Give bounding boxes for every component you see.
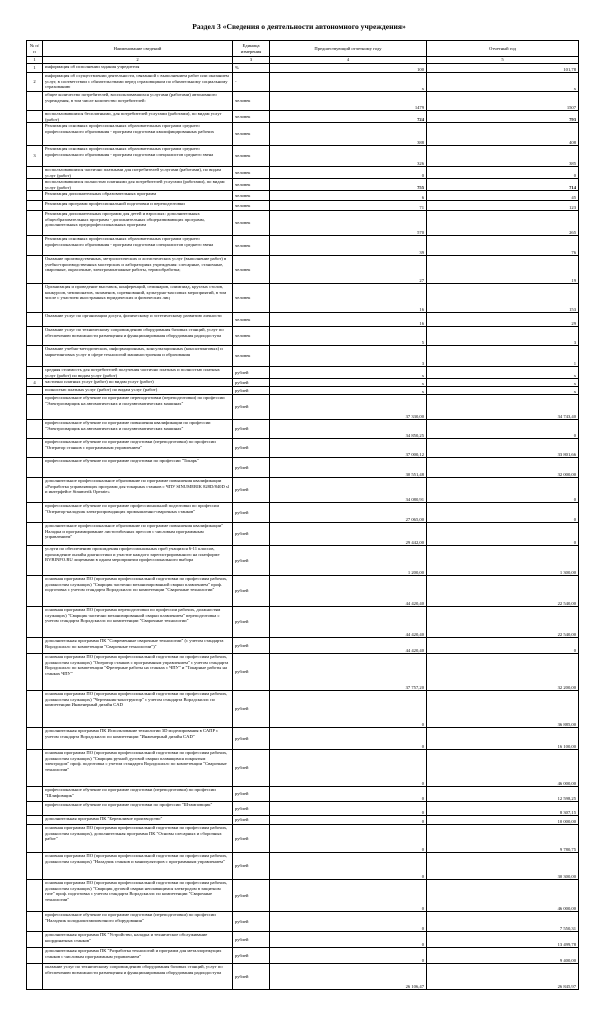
row-unit: рублей [233, 816, 270, 825]
row-number [27, 638, 43, 654]
table-row [27, 367, 579, 379]
row-name: основная программа ПО (программа профессиональной подготовки по профессиям рабочих, должностям служащих) "Чертежник-конструктор" с учетом стандарта Ворлдскиллс по компетенции Инженерный дизайн CAD [43, 691, 233, 728]
row-prev-year-value: 34 080,91 [270, 478, 427, 503]
row-prev-year-value: 0 [270, 853, 427, 880]
row-name: средняя стоимость для потребителей получения частично платных и полностью платных услуг (работ) по видам услуг (работ) [43, 367, 233, 379]
header-no: № п/п [27, 41, 43, 57]
row-unit: рублей [233, 948, 270, 964]
row-name: профессиональное обучение по программе подготовки (переподготовки) по профессии "Шлифовщик" [43, 787, 233, 802]
table-row [27, 912, 579, 932]
table-row [27, 92, 579, 111]
row-prev-year-value: 37 000,12 [270, 439, 427, 458]
header-number: 1 [27, 57, 43, 64]
row-number [27, 256, 43, 284]
row-report-year-value: 3 [427, 327, 579, 346]
row-name: основная программа ПО (программа профессиональной подготовки по профессиям рабочих, должностям служащих) "Оператор станков с программным управлением" с учетом стандарта Ворлдскиллс по компетенции "Фрезерные работы на станках с ЧПУ" и "Токарные работы на станках ЧПУ" [43, 654, 233, 691]
row-prev-year-value: 5 [270, 327, 427, 346]
row-prev-year-value: 34 850,25 [270, 420, 427, 439]
table-row [27, 327, 579, 346]
table-row [27, 825, 579, 853]
table-row [27, 691, 579, 728]
row-report-year-value: x [427, 367, 579, 379]
row-prev-year-value: 44 420,40 [270, 638, 427, 654]
row-report-year-value: 385 [427, 146, 579, 167]
row-number [27, 607, 43, 638]
row-name: основная программа ПО (программа профессиональной подготовки по профессиям рабочих, должностям служащих), дополнительная программа ПК "Основы слесарных и сборочных работ" [43, 825, 233, 853]
row-unit: - [233, 73, 270, 92]
row-unit: человек [233, 313, 270, 327]
table-row [27, 523, 579, 546]
table-row [27, 191, 579, 201]
row-prev-year-value: 71 [270, 201, 427, 211]
row-report-year-value: 7 550,31 [427, 912, 579, 932]
row-unit: рублей [233, 787, 270, 802]
row-unit: рублей [233, 439, 270, 458]
row-unit: рублей [233, 478, 270, 503]
row-prev-year-value: 0 [270, 912, 427, 932]
row-number: 4 [27, 379, 43, 387]
row-number [27, 546, 43, 576]
row-prev-year-value: 0 [270, 816, 427, 825]
table-row [27, 284, 579, 313]
row-unit: рублей [233, 654, 270, 691]
row-prev-year-value: 39 [270, 236, 427, 256]
row-prev-year-value: 16 [270, 284, 427, 313]
row-number [27, 503, 43, 523]
header-numbers-row [27, 57, 579, 64]
row-number [27, 787, 43, 802]
row-report-year-value: 29 [427, 313, 579, 327]
table-row [27, 478, 579, 503]
row-report-year-value: 22 540,00 [427, 607, 579, 638]
row-name: информация об исполнении задания учредителя [43, 64, 233, 73]
table-row [27, 201, 579, 211]
row-number: 1 [27, 64, 43, 73]
row-name: профессиональное обучение по программе подготовки (переподготовки) по профессии "Оператор станков с программным управлением" [43, 439, 233, 458]
header-number: 4 [270, 57, 427, 64]
row-name: воспользовавшихся полностью платными для потребителей услугами (работами), по видам услуг (работ) [43, 179, 233, 191]
row-number [27, 750, 43, 787]
row-name: дополнительное профессиональное образование по программе повышения квалификации «Разработка управляющих программ для токарных станков с ЧПУ SINUMERIK 828D/840D sl и интерфейсе Sinumerik Operate» [43, 478, 233, 503]
row-report-year-value: x [427, 379, 579, 387]
row-report-year-value: 46 000,00 [427, 750, 579, 787]
row-report-year-value: 1 300,00 [427, 546, 579, 576]
row-unit: человек [233, 167, 270, 179]
row-unit: человек [233, 201, 270, 211]
row-name: дополнительное профессиональное образование по программе повышения квалификации" Наладка и программирование листогибочных прессов с числовым программным управлением" [43, 523, 233, 546]
row-report-year-value: 76 [427, 236, 579, 256]
row-unit: рублей [233, 880, 270, 912]
row-number [27, 201, 43, 211]
row-name: услуги по обеспечению прохождения профессиональных проб учащихся 6-11 классов, прохождение онлайн диагностики и участие каждого зарегистрированного на платформе BVBINFO.RU лицемыми в одном мероприятии профессионального выбора [43, 546, 233, 576]
row-report-year-value: 265 [427, 211, 579, 236]
row-name: Реализация дополнительных образовательных программ [43, 191, 233, 201]
row-unit: рублей [233, 964, 270, 990]
row-prev-year-value: 0 [270, 802, 427, 816]
row-report-year-value: 1507 [427, 92, 579, 111]
row-report-year-value: 123 [427, 201, 579, 211]
row-prev-year-value: 0 [270, 880, 427, 912]
row-report-year-value: 8 307,15 [427, 802, 579, 816]
table-row [27, 546, 579, 576]
table-row [27, 607, 579, 638]
row-number [27, 92, 43, 111]
row-report-year-value: 30 300,00 [427, 853, 579, 880]
row-number [27, 912, 43, 932]
row-name: профессиональное обучение по программе подготовки (переподготовки) по профессии "Наладчик холодноштамповочного оборудования" [43, 912, 233, 932]
row-unit: рублей [233, 379, 270, 387]
table-row [27, 146, 579, 167]
row-prev-year-value: 37 330,00 [270, 395, 427, 420]
header-number: 5 [427, 57, 579, 64]
row-name: основная программа ПО (программа профессиональной подготовки по профессиям рабочих, должностям служащих) "Сварщик частично механизированной сварки плавлением" проф. подготовка с учетом стандарта Ворлдскиллс по компетенции "Сварочные технологии" [43, 576, 233, 607]
row-prev-year-value: 3 [270, 346, 427, 367]
table-row [27, 750, 579, 787]
row-unit: рублей [233, 420, 270, 439]
row-name: дополнительная программа ПК Использование технологии 3D моделирования в САПР с учетом стандарта Ворлдскиллс по компетенции "Инженерный дизайн CAD" [43, 728, 233, 750]
row-unit: человек [233, 346, 270, 367]
row-unit: рублей [233, 750, 270, 787]
row-prev-year-value: 0 [270, 825, 427, 853]
row-prev-year-value: 0 [270, 691, 427, 728]
row-number [27, 478, 43, 503]
table-row [27, 439, 579, 458]
row-name: основная программа ПО (программа профессиональной подготовки по профессиям рабочих, должностям служащих) "Наладчик станков и манипуляторов с программным управлением" [43, 853, 233, 880]
row-report-year-value: 0 [427, 167, 579, 179]
row-number [27, 964, 43, 990]
row-report-year-value: 793 [427, 111, 579, 123]
activity-table [26, 40, 579, 990]
row-prev-year-value: x [270, 73, 427, 92]
table-row [27, 787, 579, 802]
row-number [27, 327, 43, 346]
table-row [27, 123, 579, 146]
row-report-year-value: 0 [427, 638, 579, 654]
header-row [27, 41, 579, 57]
row-name: информация об осуществлении деятельности, связанной с выполнением работ или оказанием услуг, в соответствии с обязательствами перед страховщиком по обязательному социальному страхованию [43, 73, 233, 92]
row-prev-year-value: 27 065,00 [270, 503, 427, 523]
row-number [27, 387, 43, 395]
row-report-year-value: 19 [427, 256, 579, 284]
table-row [27, 503, 579, 523]
row-number [27, 728, 43, 750]
row-name: дополнительная программа ПК "Бережливое производство" [43, 816, 233, 825]
table-row [27, 853, 579, 880]
header-unit: Единица измерения [233, 41, 270, 57]
row-report-year-value: 32 200,00 [427, 654, 579, 691]
row-number [27, 825, 43, 853]
row-prev-year-value: 0 [270, 787, 427, 802]
table-row [27, 111, 579, 123]
row-name: общее количество потребителей, воспользовавшихся услугами (работами) автономного учреждения, в том числе количество потребителей: [43, 92, 233, 111]
row-report-year-value: 101,78 [427, 64, 579, 73]
table-row [27, 73, 579, 92]
table-row [27, 802, 579, 816]
row-number [27, 211, 43, 236]
row-report-year-value: 9 780,75 [427, 825, 579, 853]
table-row [27, 379, 579, 387]
header-name: Наименование сведений [43, 41, 233, 57]
table-row [27, 948, 579, 964]
row-prev-year-value: 44 420,40 [270, 576, 427, 607]
row-unit: рублей [233, 607, 270, 638]
row-report-year-value: 0 [427, 420, 579, 439]
row-report-year-value: 46 000,00 [427, 880, 579, 912]
row-unit: рублей [233, 387, 270, 395]
row-prev-year-value: 0 [270, 948, 427, 964]
row-name: Реализация основных профессиональных образовательных программ среднего профессионального образования - программ подготовки специалистов среднего звена [43, 146, 233, 167]
row-unit: % [233, 64, 270, 73]
row-name: оказание услуг по техническому сопровождению оборудования базовых станций, услуг по обеспечению возможности размещения и функционирования оборудования радиодоступа [43, 964, 233, 990]
table-row [27, 179, 579, 191]
header-report-year: Отчетный год [427, 41, 579, 57]
table-row [27, 167, 579, 179]
row-unit: рублей [233, 546, 270, 576]
row-unit: рублей [233, 825, 270, 853]
row-number [27, 123, 43, 146]
row-name: основная программа ПО (программа профессиональной подготовки по профессиям рабочих, должностям служащих) "Сварщик ручной дуговой сварки плавящимся покрытым электродом" проф. подготовка с учетом стандарта Ворлдскиллс по компетенции "Сварочные технологии" [43, 750, 233, 787]
row-report-year-value: 13 499,78 [427, 932, 579, 948]
row-unit: рублей [233, 932, 270, 948]
row-name: основная программа ПО (программа переподготовки по профессии рабочих, должностям служащих) "Сварщик частично механизированной сварки плавлением" переподготовка с учетом стандарта Ворлдскиллс по компетенции "Сварочные технологии" [43, 607, 233, 638]
row-number [27, 576, 43, 607]
row-name: профессиональное обучение по программе повышения квалификации по профессии "Электросварщик на автоматических и полуавтоматических машинах" [43, 420, 233, 439]
row-number [27, 880, 43, 912]
row-prev-year-value: x [270, 379, 427, 387]
row-number [27, 313, 43, 327]
row-prev-year-value: 16 [270, 313, 427, 327]
row-prev-year-value: x [270, 387, 427, 395]
row-unit: человек [233, 111, 270, 123]
row-unit: человек [233, 256, 270, 284]
row-report-year-value: 1 [427, 346, 579, 367]
row-number [27, 346, 43, 367]
row-report-year-value: 36 885,00 [427, 691, 579, 728]
table-row [27, 816, 579, 825]
row-number [27, 523, 43, 546]
row-name: Реализация основных профессиональных образовательных программ среднего профессионального образования - программ подготовки квалифицированных рабочих [43, 123, 233, 146]
row-report-year-value: 34 743,40 [427, 395, 579, 420]
table-row [27, 420, 579, 439]
table-row [27, 932, 579, 948]
row-number [27, 691, 43, 728]
row-report-year-value: 153 [427, 284, 579, 313]
row-name: профессиональное обучение по программе подготовки по профессии "Токарь" [43, 458, 233, 478]
row-name: Организация и проведение выставок, конференций, семинаров, олимпиад, круглых столов, конкурсов, чемпионатов, экзаменов, соревнований, культурно-массовых мероприятий, в том числе с участием иностранных юридических и физических лиц [43, 284, 233, 313]
row-number [27, 439, 43, 458]
row-prev-year-value: 570 [270, 211, 427, 236]
row-name: Оказание услуг по организации досуга, физическому и эстетическому развитию личности [43, 313, 233, 327]
row-name: основная программа ПО (программа профессиональной подготовки по профессиям рабочих, должностям служащих) "Сварщик дуговой сварки неплавящимся электродом в защитном газе" проф. подготовка с учетом стандарта Ворлдскиллс по компетенции "Сварочные технологии" [43, 880, 233, 912]
row-report-year-value: 32 000,00 [427, 458, 579, 478]
row-name: профессиональное обучение по программе профессиональной подготовки по профессии "Оператор-наладчик электропроводящих промышленно-сварочных станков" [43, 503, 233, 523]
row-number [27, 191, 43, 201]
row-name: воспользовавшихся частично платными для потребителей услугами (работами), по видам услуг (работ) [43, 167, 233, 179]
header-number: 2 [43, 57, 233, 64]
row-report-year-value: 0 [427, 523, 579, 546]
row-prev-year-value: 30 551,48 [270, 458, 427, 478]
row-unit: человек [233, 327, 270, 346]
row-number [27, 179, 43, 191]
section-title: Раздел 3 «Сведения о деятельности автономного учреждения» [192, 22, 406, 31]
table-row [27, 458, 579, 478]
row-unit: рублей [233, 638, 270, 654]
row-number [27, 420, 43, 439]
row-unit: рублей [233, 691, 270, 728]
row-name: Оказание производственных, метрологических и логистических услуг (выполнение работ) в учебно-производственных мастерских и лабораториях учреждения: слесарные, станочные, сварочные, окрасочные, электромонтажные работы, термообработка; [43, 256, 233, 284]
row-report-year-value: x [427, 387, 579, 395]
table-row [27, 64, 579, 73]
row-report-year-value: 408 [427, 123, 579, 146]
row-prev-year-value: 0 [270, 167, 427, 179]
row-number [27, 802, 43, 816]
row-unit: человек [233, 191, 270, 201]
header-prev-year: Предшествующий отчетному году [270, 41, 427, 57]
row-number [27, 458, 43, 478]
row-unit: рублей [233, 576, 270, 607]
row-name: профессиональное обучение по программе переподготовки (переподготовки) по профессии "Электросварщик на автоматических и полуавтоматических машинах" [43, 395, 233, 420]
row-prev-year-value: 326 [270, 146, 427, 167]
row-report-year-value: 33 801,66 [427, 439, 579, 458]
table-row [27, 313, 579, 327]
row-unit: рублей [233, 367, 270, 379]
row-unit: человек [233, 211, 270, 236]
row-prev-year-value: x [270, 367, 427, 379]
row-name: дополнительная программа ПК "Устройство, наладка и техническое обслуживание координатных станков" [43, 932, 233, 948]
row-prev-year-value: 100 [270, 64, 427, 73]
table-row [27, 654, 579, 691]
row-prev-year-value: 0 [270, 750, 427, 787]
table-row [27, 880, 579, 912]
row-name: Реализация основных профессиональных образовательных программ среднего профессионального образования - программ подготовки специалистов среднего звена [43, 236, 233, 256]
table-row [27, 638, 579, 654]
row-unit: рублей [233, 912, 270, 932]
row-unit: рублей [233, 395, 270, 420]
row-unit: человек [233, 92, 270, 111]
row-report-year-value: 12 598,25 [427, 787, 579, 802]
row-prev-year-value: 0 [270, 932, 427, 948]
row-name: воспользовавшихся бесплатными, для потребителей услугами (работами), по видам услуг (работ) [43, 111, 233, 123]
row-number [27, 395, 43, 420]
table-row [27, 211, 579, 236]
row-number [27, 367, 43, 379]
row-prev-year-value: 724 [270, 111, 427, 123]
row-report-year-value: 10 000,00 [427, 816, 579, 825]
row-number [27, 948, 43, 964]
table-row [27, 964, 579, 990]
row-report-year-value: 45 [427, 191, 579, 201]
row-prev-year-value: 1 200,00 [270, 546, 427, 576]
row-report-year-value: 714 [427, 179, 579, 191]
row-number [27, 236, 43, 256]
row-prev-year-value: 29 442,00 [270, 523, 427, 546]
table-row [27, 728, 579, 750]
row-unit: человек [233, 236, 270, 256]
row-unit: рублей [233, 503, 270, 523]
row-report-year-value: 9 400,00 [427, 948, 579, 964]
row-unit: человек [233, 123, 270, 146]
row-report-year-value: 0 [427, 503, 579, 523]
row-report-year-value: 0 [427, 478, 579, 503]
row-prev-year-value: 755 [270, 179, 427, 191]
row-name: Оказание учебно-методических, информационных, консультационных (консалтинговых) и маркетинговых услуг в сфере технологий машиностроения и образования [43, 346, 233, 367]
table-row [27, 256, 579, 284]
header-number: 3 [233, 57, 270, 64]
row-prev-year-value: 27 [270, 256, 427, 284]
table-row [27, 395, 579, 420]
row-prev-year-value: 6 [270, 191, 427, 201]
row-name: частично платных услуг (работ) по видам услуг (работ) [43, 379, 233, 387]
row-number [27, 853, 43, 880]
row-number [27, 932, 43, 948]
row-name: Оказание услуг по техническому сопровождению оборудования базовых станций, услуг по обеспечению возможности размещения и функционирования оборудования радиодоступа [43, 327, 233, 346]
row-unit: рублей [233, 523, 270, 546]
row-prev-year-value: 37 757,20 [270, 654, 427, 691]
row-number [27, 284, 43, 313]
row-prev-year-value: 0 [270, 728, 427, 750]
row-report-year-value: 16 100,00 [427, 728, 579, 750]
row-name: дополнительная программа ПК "Разработка технологий и программ для металлорежущих станков с числовым программным управлением" [43, 948, 233, 964]
row-report-year-value: x [427, 73, 579, 92]
row-unit: рублей [233, 802, 270, 816]
table-row [27, 576, 579, 607]
row-prev-year-value: 44 420,40 [270, 607, 427, 638]
row-number [27, 167, 43, 179]
row-number: 3 [27, 146, 43, 167]
row-report-year-value: 26 845,97 [427, 964, 579, 990]
row-number [27, 111, 43, 123]
row-report-year-value: 22 540,00 [427, 576, 579, 607]
table-row [27, 387, 579, 395]
row-unit: рублей [233, 728, 270, 750]
row-unit: человек [233, 146, 270, 167]
row-prev-year-value: 26 106,47 [270, 964, 427, 990]
row-number [27, 816, 43, 825]
row-name: полностью платных услуг (работ) по видам услуг (работ) [43, 387, 233, 395]
row-unit: человек [233, 179, 270, 191]
row-name: Реализация программ профессиональной подготовки и переподготовки [43, 201, 233, 211]
row-name: Реализация дополнительных программ для детей и взрослых: дополнительных общеобразовательных программ - дополнительных общеразвивающих программ, дополнительных предпрофессиональных программ [43, 211, 233, 236]
row-unit: рублей [233, 458, 270, 478]
table-row [27, 236, 579, 256]
row-number [27, 654, 43, 691]
row-unit: рублей [233, 853, 270, 880]
row-name: профессиональное обучение по программе подготовки по профессии "Штамповщик" [43, 802, 233, 816]
row-unit: человек [233, 284, 270, 313]
row-name: дополнительная программа ПК "Современные сварочные технологии" (с учетом стандарта Ворлдскиллс по компетенции "Сварочные технологии")" [43, 638, 233, 654]
table-row [27, 346, 579, 367]
row-prev-year-value: 388 [270, 123, 427, 146]
row-number: 2 [27, 73, 43, 92]
row-prev-year-value: 1479 [270, 92, 427, 111]
